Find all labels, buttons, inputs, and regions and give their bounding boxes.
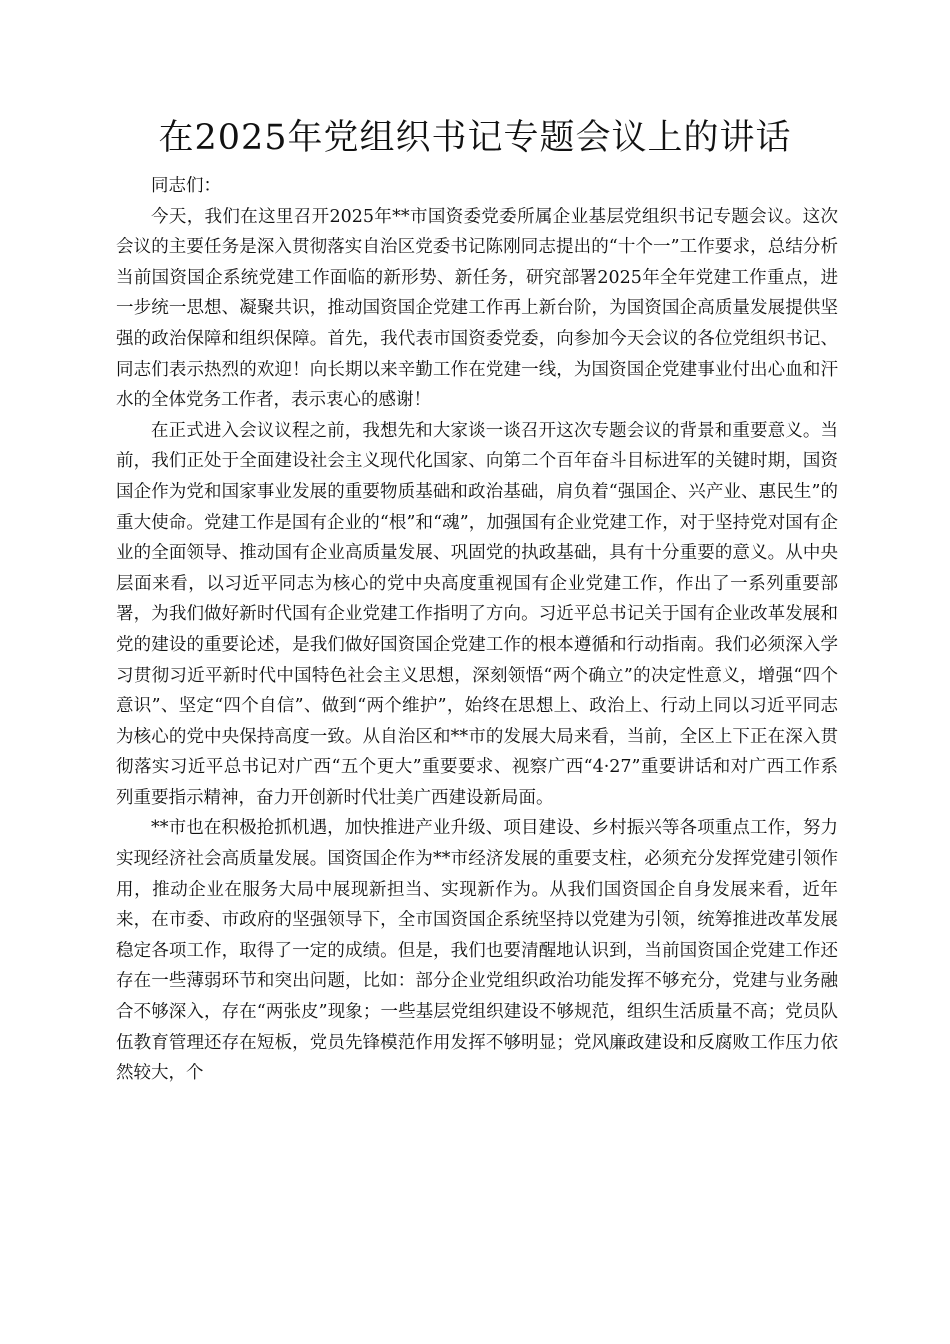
paragraph-local-situation: **市也在积极抢抓机遇，加快推进产业升级、项目建设、乡村振兴等各项重点工作，努力实现经济社会高质量发展。国资国企作为**市经济发展的重要支柱，必须充分发挥党建引领作用，推动企业在服务大局中展现新担当、实现新作为。从我们国资国企自身发展来看，近年来，在市委、市政府的坚强领导下，全市国资国企系统坚持以党建为引领，统筹推进改革发展稳定各项工作，取得了一定的成绩。但是，我们也要清醒地认识到，当前国资国企党建工作还存在一些薄弱环节和突出问题，比如：部分企业党组织政治功能发挥不够充分，党建与业务融合不够深入，存在“两张皮”现象；一些基层党组织建设不够规范，组织生活质量不高；党员队伍教育管理还存在短板，党员先锋模范作用发挥不够明显；党风廉政建设和反腐败工作压力依然较大，个 — [116, 818, 838, 1084]
paragraph-background: 在正式进入会议议程之前，我想先和大家谈一谈召开这次专题会议的背景和重要意义。当前，我们正处于全面建设社会主义现代化国家、向第二个百年奋斗目标进军的关键时期，国资国企作为党和国家事业发展的重要物质基础和政治基础，肩负着“强国企、兴产业、惠民生”的重大使命。党建工作是国有企业的“根”和“魂”，加强国有企业党建工作，对于坚持党对国有企业的全面领导、推动国有企业高质量发展、巩固党的执政基础，具有十分重要的意义。从中央层面来看，以习近平同志为核心的党中央高度重视国有企业党建工作，作出了一系列重要部署，为我们做好新时代国有企业党建工作指明了方向。习近平总书记关于国有企业改革发展和党的建设的重要论述，是我们做好国资国企党建工作的根本遵循和行动指南。我们必须深入学习贯彻习近平新时代中国特色社会主义思想，深刻领悟“两个确立”的决定性意义，增强“四个意识”、坚定“四个自信”、做到“两个维护”，始终在思想上、政治上、行动上同以习近平同志为核心的党中央保持高度一致。从自治区和**市的发展大局来看，当前，全区上下正在深入贯彻落实习近平总书记对广西“五个更大”重要要求、视察广西“4·27”重要讲话和对广西工作系列重要指示精神，奋力开创新时代壮美广西建设新局面。 — [116, 420, 838, 808]
salutation: 同志们： — [151, 176, 221, 196]
paragraph-opening: 今天，我们在这里召开2025年**市国资委党委所属企业基层党组织书记专题会议。这次会议的主要任务是深入贯彻落实自治区党委书记陈刚同志提出的“十个一”工作要求，总结分析当前国资国企系统党建工作面临的新形势、新任务，研究部署2025年全年党建工作重点，进一步统一思想、凝聚共识，推动国资国企党建工作再上新台阶，为国资国企高质量发展提供坚强的政治保障和组织保障。首先，我代表市国资委党委，向参加今天会议的各位党组织书记、同志们表示热烈的欢迎！向长期以来辛勤工作在党建一线，为国资国企党建事业付出心血和汗水的全体党务工作者，表示衷心的感谢！ — [116, 206, 838, 411]
speech-body — [116, 171, 838, 1089]
speech-title: 在2025年党组织书记专题会议上的讲话 — [158, 118, 792, 158]
